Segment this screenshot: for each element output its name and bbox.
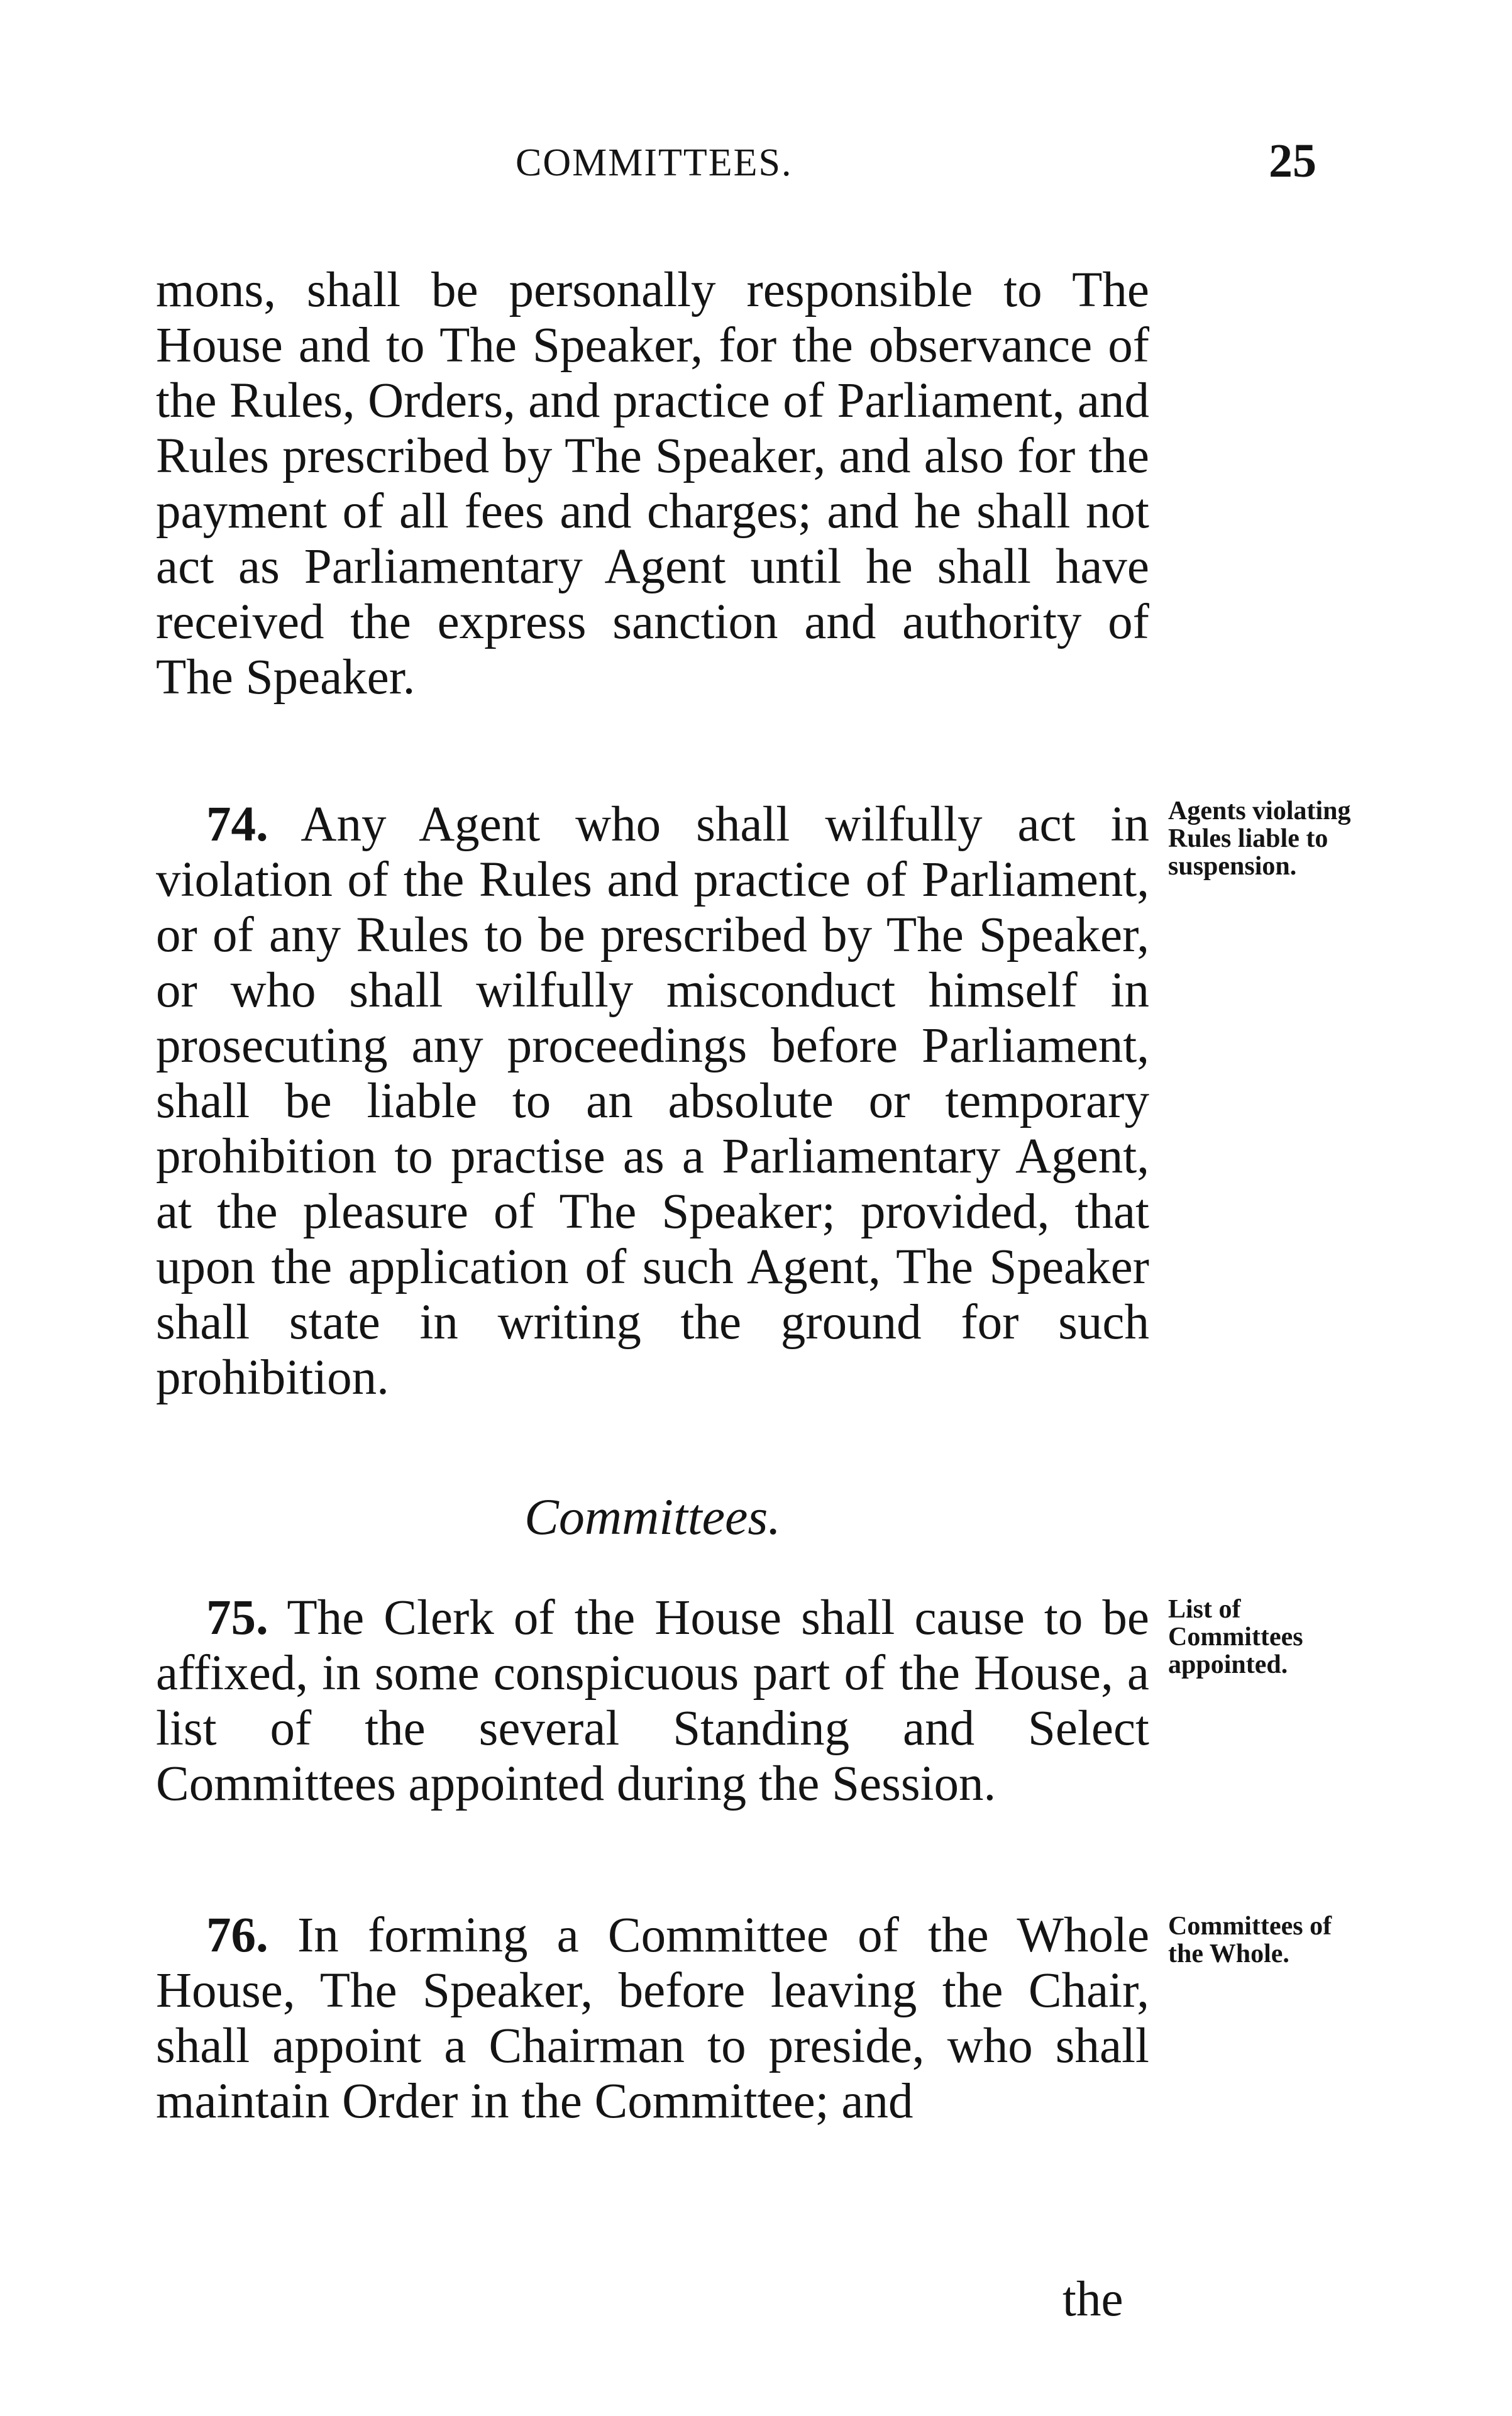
paragraph-74: [156, 797, 1149, 1406]
paragraph-text-75: The Clerk of the House shall cause to be affixed, in some conspicuous part of the House, a list of the several Standing and Select Committees appointed during the Session.: [156, 1591, 1150, 1811]
paragraph-number-74: 74.: [206, 797, 268, 852]
section-heading: Committees.: [524, 1488, 781, 1545]
continuation-text: mons, shall be personally responsible to The House and to The Speaker, for the observance of the Rules, Orders, and practice of Parliament, and Rules prescribed by The Speaker, and also for the payment of all fees and charges; and he shall not act as Parliamentary Agent until he shall have received the express sanction and authority of The Speaker.: [156, 263, 1149, 705]
paragraph-text-74: Any Agent who shall wilfully act in violation of the Rules and practice of Parliament, or of any Rules to be prescribed by The Speaker, or who shall wilfully misconduct himself in prosecuting any proceedings before Parliament, shall be liable to an absolute or temporary prohibition to practise as a Parliamentary Agent, at the pleasure of The Speaker; provided, that upon the application of such Agent, The Speaker shall state in writing the ground for such prohibition.: [156, 797, 1149, 1405]
paragraph-number-76: 76.: [206, 1908, 268, 1963]
paragraph-75: [156, 1591, 1149, 1812]
paragraph-text-76: In forming a Committee of the Whole House, The Speaker, before leaving the Chair, shall appoint a Chairman to preside, who shall maintain Order in the Committee; and: [156, 1908, 1150, 2129]
paragraph-76: [156, 1908, 1149, 2129]
page-number: 25: [1269, 135, 1316, 187]
running-title: COMMITTEES.: [516, 141, 793, 184]
margin-note-74: Agents violating Rules liable to suspension.: [1168, 797, 1351, 881]
catchword: the: [1062, 2272, 1123, 2327]
margin-note-76: Committees of the Whole.: [1168, 1912, 1332, 1968]
continuation-paragraph: [156, 263, 1149, 705]
paragraph-number-75: 75.: [206, 1591, 268, 1645]
margin-note-75: List of Committees appointed.: [1168, 1595, 1303, 1679]
